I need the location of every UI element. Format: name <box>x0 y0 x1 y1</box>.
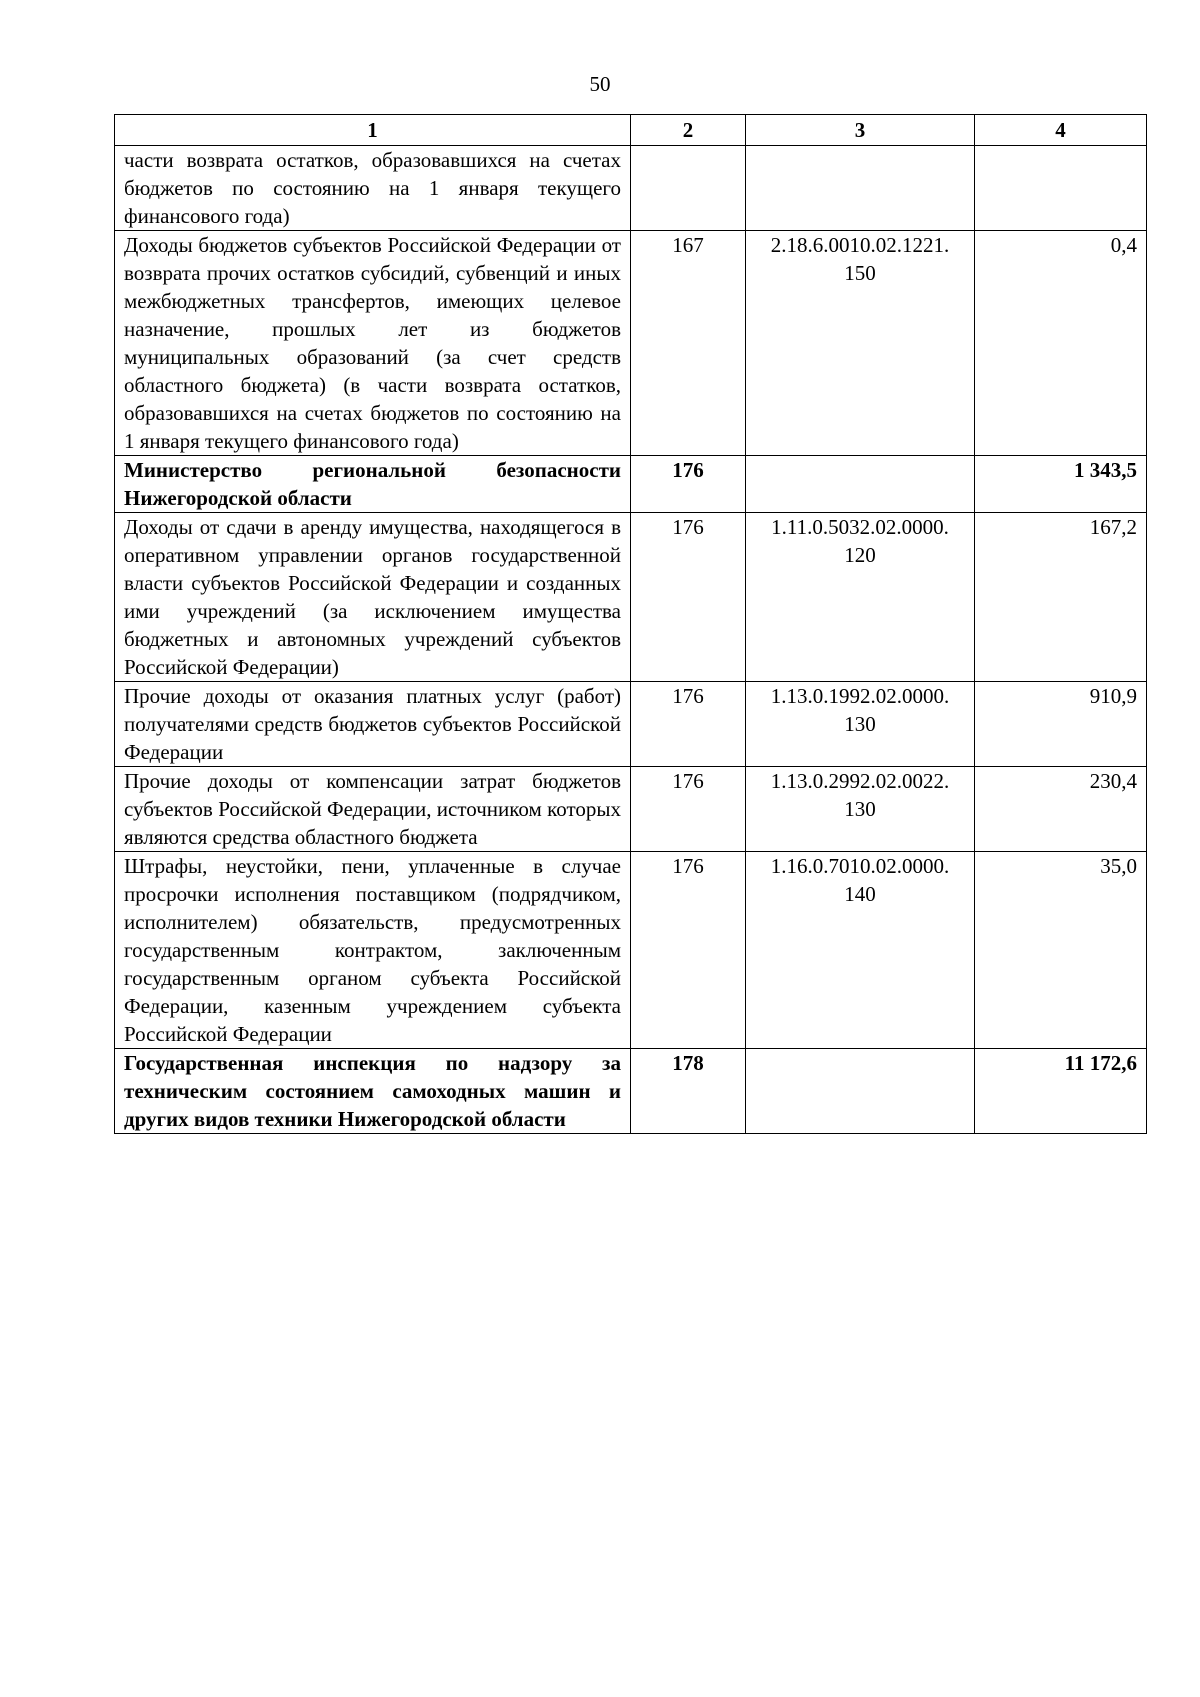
admin-code-cell: 176 <box>631 682 746 767</box>
revenue-name-cell: Прочие доходы от компенсации затрат бюджетов субъектов Российской Федерации, источником которых являются средства областного бюджета <box>115 767 631 852</box>
revenue-name-cell: Доходы бюджетов субъектов Российской Федерации от возврата прочих остатков субсидий, субвенций и иных межбюджетных трансфертов, имеющих целевое назначение, прошлых лет из бюджетов муниципальных образований (за счет средств областного бюджета) (в части возврата остатков, образовавшихся на счетах бюджетов по состоянию на 1 января текущего финансового года) <box>115 231 631 456</box>
column-header: 4 <box>975 115 1147 146</box>
admin-code-cell: 178 <box>631 1049 746 1134</box>
budget-revenue-table <box>114 114 1147 1134</box>
table-row-ministry <box>115 456 1147 513</box>
column-header: 1 <box>115 115 631 146</box>
amount-cell <box>975 146 1147 231</box>
classification-code-cell <box>746 456 975 513</box>
table-row <box>115 231 1147 456</box>
classification-code-cell: 1.16.0.7010.02.0000. 140 <box>746 852 975 1049</box>
amount-cell: 230,4 <box>975 767 1147 852</box>
admin-code-cell: 176 <box>631 513 746 682</box>
table-row <box>115 767 1147 852</box>
table-row <box>115 852 1147 1049</box>
inspection-name-cell: Государственная инспекция по надзору за техническим состоянием самоходных машин и других видов техники Нижегородской области <box>115 1049 631 1134</box>
revenue-name-cell: части возврата остатков, образовавшихся на счетах бюджетов по состоянию на 1 января текущего финансового года) <box>115 146 631 231</box>
classification-code-cell: 1.13.0.1992.02.0000. 130 <box>746 682 975 767</box>
classification-code-cell <box>746 146 975 231</box>
revenue-name-cell: Штрафы, неустойки, пени, уплаченные в случае просрочки исполнения поставщиком (подрядчиком, исполнителем) обязательств, предусмотренных государственным контрактом, заключенным государственным органом субъекта Российской Федерации, казенным учреждением субъекта Российской Федерации <box>115 852 631 1049</box>
amount-cell: 0,4 <box>975 231 1147 456</box>
ministry-name-cell: Министерство региональной безопасности Нижегородской области <box>115 456 631 513</box>
page-number: 50 <box>589 72 611 96</box>
classification-code-cell: 1.13.0.2992.02.0022. 130 <box>746 767 975 852</box>
admin-code-cell: 176 <box>631 852 746 1049</box>
admin-code-cell <box>631 146 746 231</box>
revenue-name-cell: Доходы от сдачи в аренду имущества, находящегося в оперативном управлении органов государственной власти субъектов Российской Федерации и созданных ими учреждений (за исключением имущества бюджетных и автономных учреждений субъектов Российской Федерации) <box>115 513 631 682</box>
admin-code-cell: 176 <box>631 767 746 852</box>
column-header: 2 <box>631 115 746 146</box>
table-header-row <box>115 115 1147 146</box>
admin-code-cell: 176 <box>631 456 746 513</box>
amount-total-cell: 11 172,6 <box>975 1049 1147 1134</box>
classification-code-cell <box>746 1049 975 1134</box>
table-row <box>115 682 1147 767</box>
classification-code-cell: 2.18.6.0010.02.1221. 150 <box>746 231 975 456</box>
table-row-inspection <box>115 1049 1147 1134</box>
classification-code-cell: 1.11.0.5032.02.0000. 120 <box>746 513 975 682</box>
revenue-name-cell: Прочие доходы от оказания платных услуг (работ) получателями средств бюджетов субъектов Российской Федерации <box>115 682 631 767</box>
column-header: 3 <box>746 115 975 146</box>
amount-cell: 167,2 <box>975 513 1147 682</box>
amount-total-cell: 1 343,5 <box>975 456 1147 513</box>
table-row <box>115 513 1147 682</box>
admin-code-cell: 167 <box>631 231 746 456</box>
amount-cell: 35,0 <box>975 852 1147 1049</box>
amount-cell: 910,9 <box>975 682 1147 767</box>
table-row <box>115 146 1147 231</box>
